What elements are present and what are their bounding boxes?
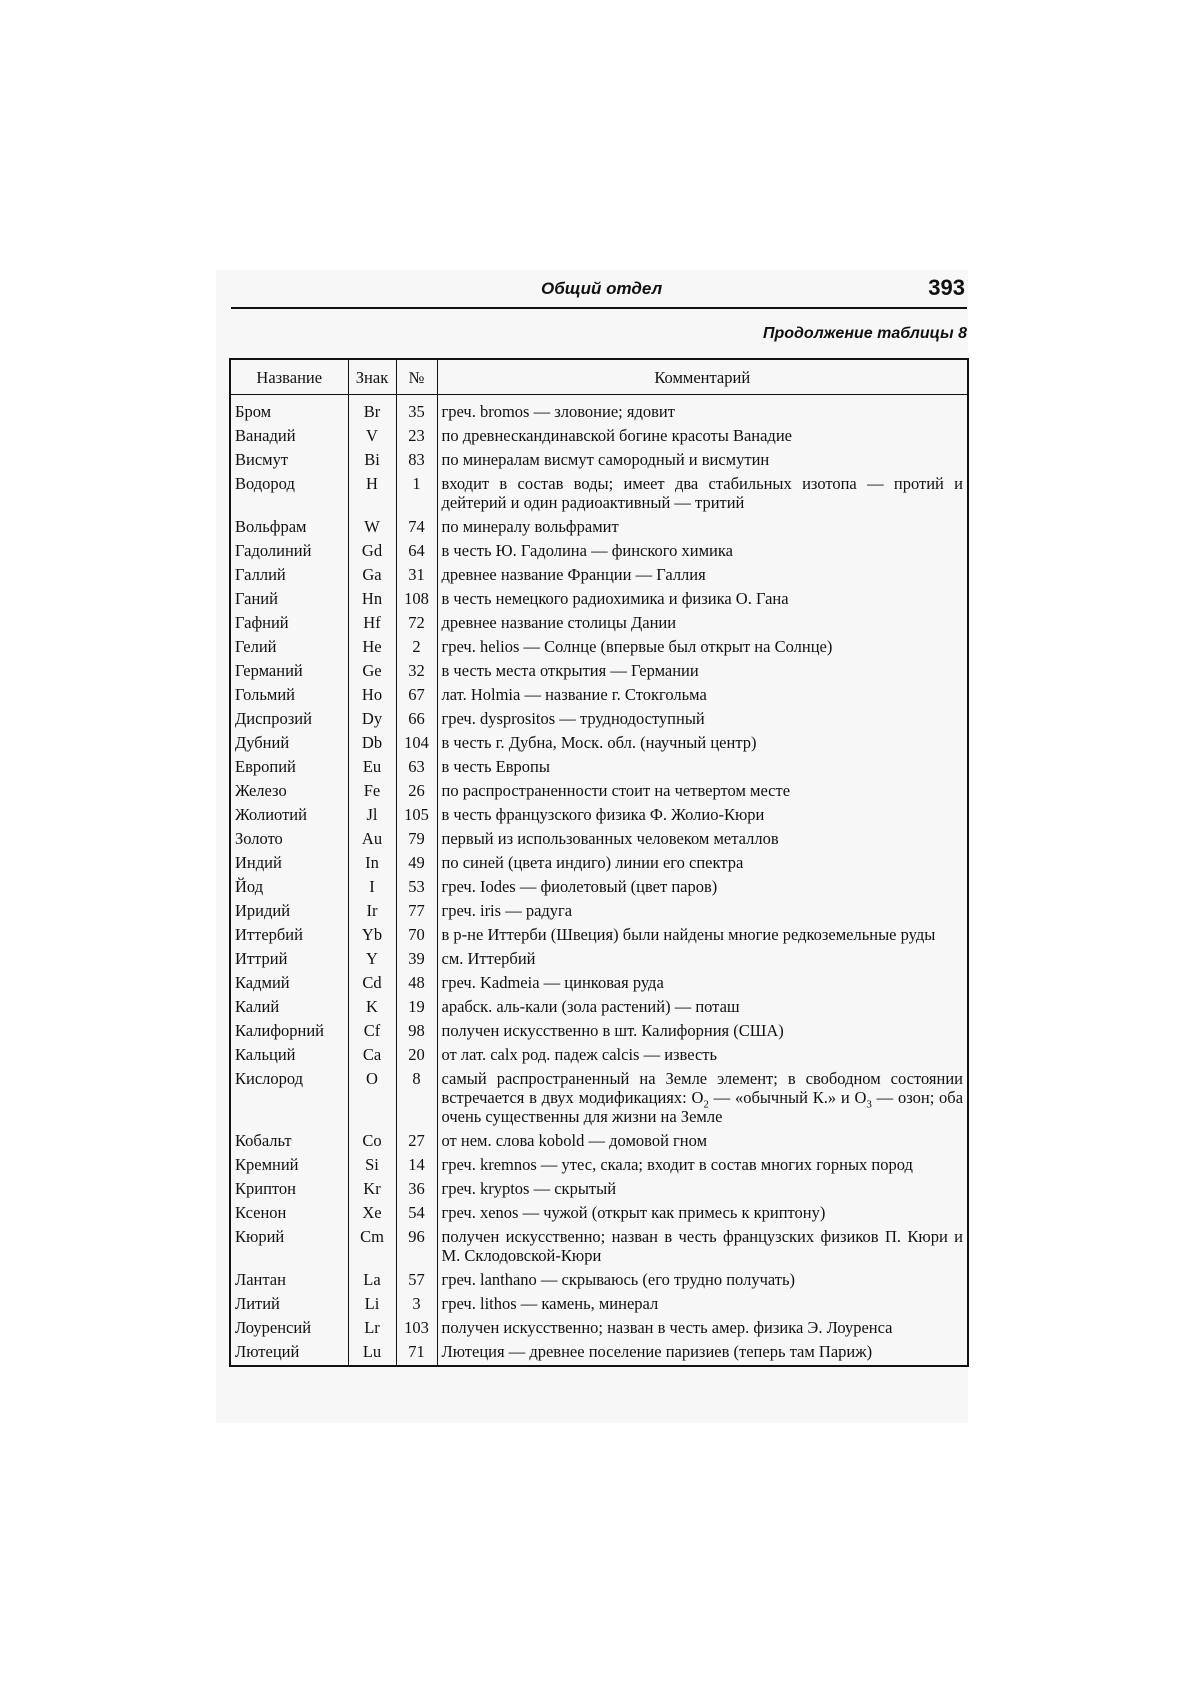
page-number: 393 <box>928 275 965 300</box>
element-symbol: Kr <box>348 1177 396 1201</box>
element-symbol: Bi <box>348 448 396 472</box>
element-name: Ксенон <box>230 1201 348 1225</box>
element-symbol: Br <box>348 395 396 425</box>
element-comment: см. Иттербий <box>437 947 968 971</box>
element-number: 49 <box>396 851 437 875</box>
element-number: 8 <box>396 1067 437 1129</box>
element-comment: греч. dysprositos — труднодоступный <box>437 707 968 731</box>
element-number: 66 <box>396 707 437 731</box>
element-comment: древнее название Франции — Галлия <box>437 563 968 587</box>
element-symbol: Ca <box>348 1043 396 1067</box>
element-symbol: Eu <box>348 755 396 779</box>
element-name: Кюрий <box>230 1225 348 1268</box>
element-symbol: Si <box>348 1153 396 1177</box>
element-number: 3 <box>396 1292 437 1316</box>
element-number: 67 <box>396 683 437 707</box>
element-symbol: Db <box>348 731 396 755</box>
element-number: 53 <box>396 875 437 899</box>
element-number: 36 <box>396 1177 437 1201</box>
element-symbol: Cd <box>348 971 396 995</box>
element-comment: от лат. calx род. падеж calcis — известь <box>437 1043 968 1067</box>
element-comment: арабск. аль-кали (зола растений) — поташ <box>437 995 968 1019</box>
element-name: Бром <box>230 395 348 425</box>
element-name: Лантан <box>230 1268 348 1292</box>
table-row <box>230 659 968 683</box>
element-comment: в честь немецкого радиохимика и физика О. Гана <box>437 587 968 611</box>
element-name: Гадолиний <box>230 539 348 563</box>
table-row <box>230 923 968 947</box>
comment-text: самый распространенный на Земле элемент; в свободном состоянии встречается в двух модификациях: O <box>441 1069 963 1107</box>
element-name: Кальций <box>230 1043 348 1067</box>
element-symbol: Y <box>348 947 396 971</box>
element-comment: входит в состав воды; имеет два стабильных изотопа — протий и дейтерий и один радиоактивный — тритий <box>437 472 968 515</box>
element-symbol: Xe <box>348 1201 396 1225</box>
element-comment: по распространенности стоит на четвертом месте <box>437 779 968 803</box>
element-name: Криптон <box>230 1177 348 1201</box>
element-number: 35 <box>396 395 437 425</box>
element-number: 32 <box>396 659 437 683</box>
element-comment: от нем. слова kobold — домовой гном <box>437 1129 968 1153</box>
element-name: Европий <box>230 755 348 779</box>
table-row <box>230 563 968 587</box>
element-symbol: Hf <box>348 611 396 635</box>
element-number: 14 <box>396 1153 437 1177</box>
table-row <box>230 1292 968 1316</box>
element-comment: в честь г. Дубна, Моск. обл. (научный центр) <box>437 731 968 755</box>
element-comment: первый из использованных человеком металлов <box>437 827 968 851</box>
element-name: Кремний <box>230 1153 348 1177</box>
element-name: Ганий <box>230 587 348 611</box>
table-row <box>230 1225 968 1268</box>
element-symbol: O <box>348 1067 396 1129</box>
element-symbol: Ge <box>348 659 396 683</box>
element-number: 72 <box>396 611 437 635</box>
table-row <box>230 587 968 611</box>
comment-text: — «обычный К.» и O <box>708 1088 867 1107</box>
table-row <box>230 827 968 851</box>
element-number: 31 <box>396 563 437 587</box>
element-number: 83 <box>396 448 437 472</box>
table-row <box>230 1153 968 1177</box>
table-row <box>230 803 968 827</box>
element-number: 54 <box>396 1201 437 1225</box>
element-comment: греч. Iodes — фиолетовый (цвет паров) <box>437 875 968 899</box>
element-symbol: H <box>348 472 396 515</box>
element-number: 19 <box>396 995 437 1019</box>
element-comment <box>437 1067 968 1129</box>
element-name: Дубний <box>230 731 348 755</box>
column-header-number: № <box>396 359 437 395</box>
table-row <box>230 731 968 755</box>
column-header-name: Название <box>230 359 348 395</box>
table-row <box>230 1067 968 1129</box>
comment-subscript: 2 <box>703 1098 709 1111</box>
table-row <box>230 779 968 803</box>
table-row <box>230 1043 968 1067</box>
table-row <box>230 755 968 779</box>
element-name: Висмут <box>230 448 348 472</box>
element-name: Индий <box>230 851 348 875</box>
element-symbol: K <box>348 995 396 1019</box>
element-number: 23 <box>396 424 437 448</box>
element-number: 2 <box>396 635 437 659</box>
element-name: Диспрозий <box>230 707 348 731</box>
element-comment: получен искусственно в шт. Калифорния (США) <box>437 1019 968 1043</box>
element-name: Кислород <box>230 1067 348 1129</box>
element-number: 103 <box>396 1316 437 1340</box>
element-symbol: Ho <box>348 683 396 707</box>
element-number: 57 <box>396 1268 437 1292</box>
element-comment: греч. iris — радуга <box>437 899 968 923</box>
table-row <box>230 635 968 659</box>
table-row <box>230 472 968 515</box>
element-name: Литий <box>230 1292 348 1316</box>
element-number: 26 <box>396 779 437 803</box>
element-symbol: Dy <box>348 707 396 731</box>
element-name: Вольфрам <box>230 515 348 539</box>
element-number: 96 <box>396 1225 437 1268</box>
element-comment: греч. kremnos — утес, скала; входит в состав многих горных пород <box>437 1153 968 1177</box>
table-row <box>230 515 968 539</box>
element-comment: в честь места открытия — Германии <box>437 659 968 683</box>
element-number: 27 <box>396 1129 437 1153</box>
element-comment: в честь французского физика Ф. Жолио-Кюри <box>437 803 968 827</box>
element-comment: получен искусственно; назван в честь амер. физика Э. Лоуренса <box>437 1316 968 1340</box>
element-symbol: Fe <box>348 779 396 803</box>
comment-subscript: 3 <box>866 1098 872 1111</box>
element-number: 64 <box>396 539 437 563</box>
element-name: Гольмий <box>230 683 348 707</box>
element-comment: в честь Ю. Гадолина — финского химика <box>437 539 968 563</box>
element-comment: древнее название столицы Дании <box>437 611 968 635</box>
element-number: 98 <box>396 1019 437 1043</box>
element-name: Германий <box>230 659 348 683</box>
element-symbol: Li <box>348 1292 396 1316</box>
element-symbol: Hn <box>348 587 396 611</box>
element-name: Водород <box>230 472 348 515</box>
table-row <box>230 539 968 563</box>
table-row <box>230 611 968 635</box>
element-number: 77 <box>396 899 437 923</box>
element-symbol: Cm <box>348 1225 396 1268</box>
element-name: Иттрий <box>230 947 348 971</box>
element-comment: греч. helios — Солнце (впервые был открыт на Солнце) <box>437 635 968 659</box>
element-comment: получен искусственно; назван в честь французских физиков П. Кюри и М. Склодовской-Кюри <box>437 1225 968 1268</box>
element-symbol: Ir <box>348 899 396 923</box>
table-row <box>230 875 968 899</box>
table-row <box>230 1177 968 1201</box>
table-row <box>230 851 968 875</box>
element-comment: Лютеция — древнее поселение паризиев (теперь там Париж) <box>437 1340 968 1366</box>
element-comment: по минералам висмут самородный и висмутин <box>437 448 968 472</box>
table-row <box>230 971 968 995</box>
element-symbol: Lr <box>348 1316 396 1340</box>
element-name: Лютеций <box>230 1340 348 1366</box>
table-header-row <box>230 359 968 395</box>
element-comment: в р-не Иттерби (Швеция) были найдены многие редкоземельные руды <box>437 923 968 947</box>
element-number: 79 <box>396 827 437 851</box>
element-number: 20 <box>396 1043 437 1067</box>
table-row <box>230 995 968 1019</box>
element-name: Ванадий <box>230 424 348 448</box>
element-name: Калифорний <box>230 1019 348 1043</box>
element-comment: лат. Holmia — название г. Стокгольма <box>437 683 968 707</box>
element-number: 105 <box>396 803 437 827</box>
section-title: Общий отдел <box>541 279 663 298</box>
element-name: Железо <box>230 779 348 803</box>
element-number: 108 <box>396 587 437 611</box>
element-name: Лоуренсий <box>230 1316 348 1340</box>
element-comment: по синей (цвета индиго) линии его спектра <box>437 851 968 875</box>
table-row <box>230 707 968 731</box>
element-symbol: Gd <box>348 539 396 563</box>
element-comment: греч. kryptos — скрытый <box>437 1177 968 1201</box>
element-symbol: V <box>348 424 396 448</box>
element-name: Иридий <box>230 899 348 923</box>
column-header-comment: Комментарий <box>437 359 968 395</box>
element-symbol: W <box>348 515 396 539</box>
element-symbol: Lu <box>348 1340 396 1366</box>
element-comment: греч. lanthano — скрываюсь (его трудно получать) <box>437 1268 968 1292</box>
element-name: Иттербий <box>230 923 348 947</box>
element-name: Галлий <box>230 563 348 587</box>
element-symbol: Ga <box>348 563 396 587</box>
table-row <box>230 947 968 971</box>
column-header-symbol: Знак <box>348 359 396 395</box>
element-name: Гелий <box>230 635 348 659</box>
table-row <box>230 683 968 707</box>
table-row <box>230 395 968 425</box>
table-row <box>230 1340 968 1366</box>
element-symbol: Cf <box>348 1019 396 1043</box>
element-symbol: La <box>348 1268 396 1292</box>
element-symbol: Au <box>348 827 396 851</box>
running-header <box>231 275 967 309</box>
element-symbol: I <box>348 875 396 899</box>
element-number: 1 <box>396 472 437 515</box>
element-name: Кадмий <box>230 971 348 995</box>
element-number: 63 <box>396 755 437 779</box>
table-row <box>230 448 968 472</box>
element-comment: греч. lithos — камень, минерал <box>437 1292 968 1316</box>
table-row <box>230 424 968 448</box>
element-symbol: He <box>348 635 396 659</box>
table-row <box>230 1268 968 1292</box>
element-symbol: Co <box>348 1129 396 1153</box>
elements-table <box>229 358 969 1367</box>
element-name: Жолиотий <box>230 803 348 827</box>
element-comment: греч. xenos — чужой (открыт как примесь к криптону) <box>437 1201 968 1225</box>
table-body <box>230 395 968 1367</box>
element-comment: в честь Европы <box>437 755 968 779</box>
element-name: Калий <box>230 995 348 1019</box>
element-number: 70 <box>396 923 437 947</box>
element-name: Гафний <box>230 611 348 635</box>
table-row <box>230 1316 968 1340</box>
element-number: 104 <box>396 731 437 755</box>
element-number: 39 <box>396 947 437 971</box>
table-caption: Продолжение таблицы 8 <box>762 325 967 342</box>
element-number: 74 <box>396 515 437 539</box>
comment-text: — озон; оба очень существенны для жизни на Земле <box>441 1088 964 1126</box>
table-row <box>230 1201 968 1225</box>
element-symbol: Yb <box>348 923 396 947</box>
element-comment: греч. Kadmeia — цинковая руда <box>437 971 968 995</box>
element-number: 71 <box>396 1340 437 1366</box>
table-row <box>230 1129 968 1153</box>
element-comment: по минералу вольфрамит <box>437 515 968 539</box>
element-comment: греч. bromos — зловоние; ядовит <box>437 395 968 425</box>
table-row <box>230 899 968 923</box>
element-name: Кобальт <box>230 1129 348 1153</box>
element-comment: по древнескандинавской богине красоты Ванадие <box>437 424 968 448</box>
table-row <box>230 1019 968 1043</box>
element-number: 48 <box>396 971 437 995</box>
element-name: Золото <box>230 827 348 851</box>
element-name: Йод <box>230 875 348 899</box>
element-symbol: In <box>348 851 396 875</box>
element-symbol: Jl <box>348 803 396 827</box>
